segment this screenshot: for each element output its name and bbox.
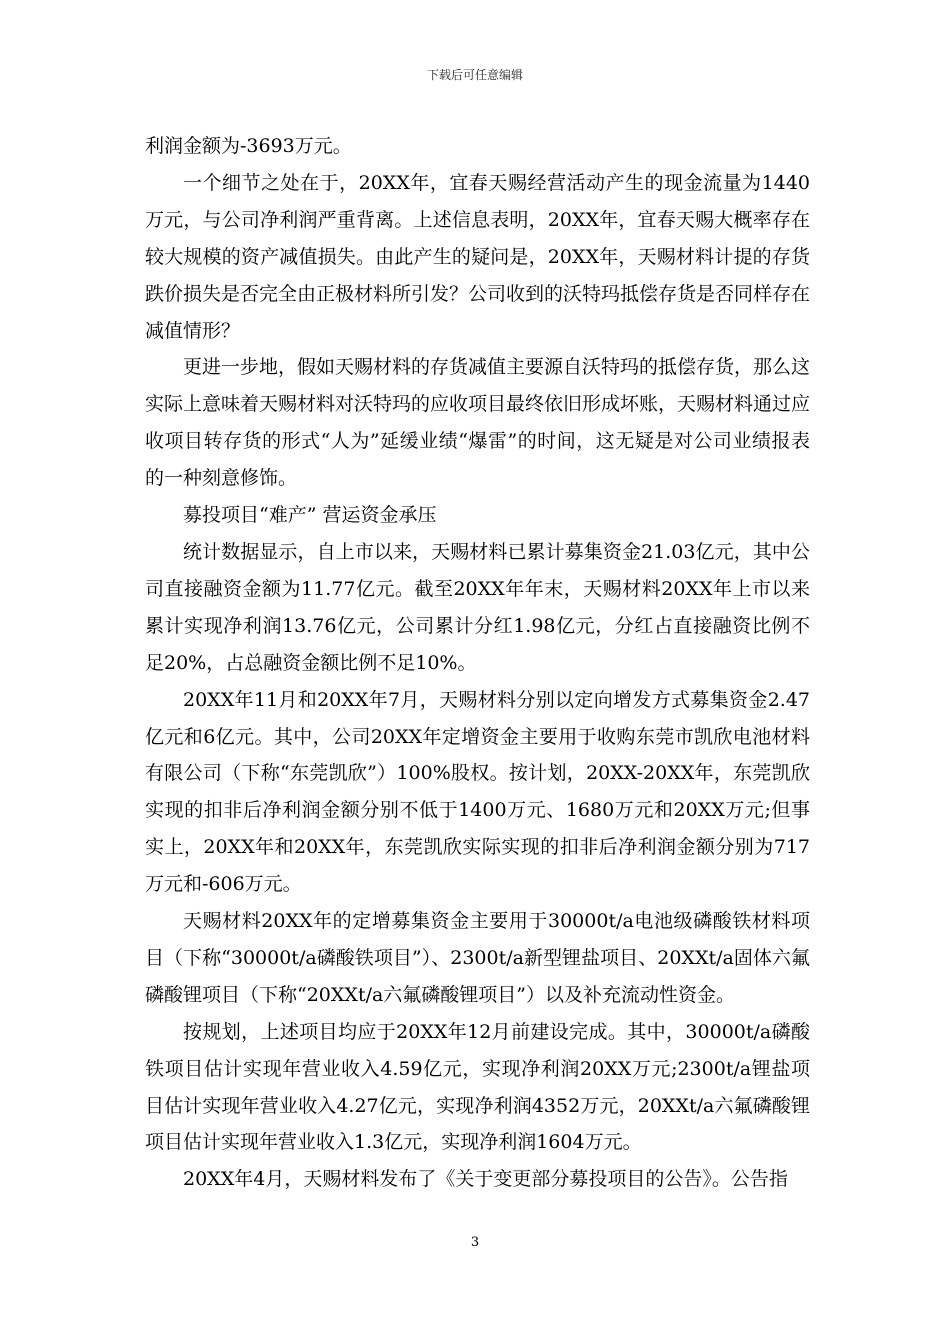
section-heading: 募投项目“难产” 营运资金承压 [183, 504, 437, 527]
paragraph-2: 一个细节之处在于，20XX年，宜春天赐经营活动产生的现金流量为1440万元，与公司净利润严重背离。上述信息表明，20XX年，宜春天赐大概率存在较大规模的资产减值损失。由此产生的疑问是，20XX年，天赐材料计提的存货跌价损失是否完全由正极材料所引发？公司收到的沃特玛抵偿存货是否同样存在减值情形？ [145, 171, 811, 342]
document-body [145, 128, 810, 1198]
paragraph-7: 按规划，上述项目均应于20XX年12月前建设完成。其中，30000t/a磷酸铁项目估计实现年营业收入4.59亿元，实现净利润20XX万元;2300t/a锂盐项目估计实现年营业收入4.27亿元，实现净利润4352万元，20XXt/a六氟磷酸锂项目估计实现年营业收入1.3亿元，实现净利润1604万元。 [145, 1020, 810, 1154]
paragraph-6: 天赐材料20XX年的定增募集资金主要用于30000t/a电池级磷酸铁材料项目（下称“30000t/a磷酸铁项目”）、2300t/a新型锂盐项目、20XXt/a固体六氟磷酸锂项目（下称“20XXt/a六氟磷酸锂项目”）以及补充流动性资金。 [145, 910, 810, 1006]
page-header: 下载后可任意编辑 [426, 68, 523, 82]
paragraph-3: 更进一步地，假如天赐材料的存货减值主要源自沃特玛的抵偿存货，那么这实际上意味着天赐材料对沃特玛的应收项目最终依旧形成坏账，天赐材料通过应收项目转存货的形式“人为”延缓业绩“爆雷”的时间，这无疑是对公司业绩报表的一种刻意修饰。 [145, 356, 811, 490]
paragraph-8: 20XX年4月，天赐材料发布了《关于变更部分募投项目的公告》。公告指 [183, 1168, 788, 1191]
paragraph-1: 利润金额为-3693万元。 [145, 135, 352, 157]
page-number: 3 [470, 1235, 480, 1250]
paragraph-5: 20XX年11月和20XX年7月，天赐材料分别以定向增发方式募集资金2.47亿元和6亿元。其中，公司20XX年定增资金主要用于收购东莞市凯欣电池材料有限公司（下称“东莞凯欣”）100%股权。按计划，20XX-20XX年，东莞凯欣实现的扣非后净利润金额分别不低于1400万元、1680万元和20XX万元;但事实上，20XX年和20XX年，东莞凯欣实际实现的扣非后净利润金额分别为717万元和-606万元。 [145, 688, 810, 896]
paragraph-4: 统计数据显示，自上市以来，天赐材料已累计募集资金21.03亿元，其中公司直接融资金额为11.77亿元。截至20XX年年末，天赐材料20XX年上市以来累计实现净利润13.76亿元，公司累计分红1.98亿元，分红占直接融资比例不足20%，占总融资金额比例不足10%。 [145, 540, 810, 674]
